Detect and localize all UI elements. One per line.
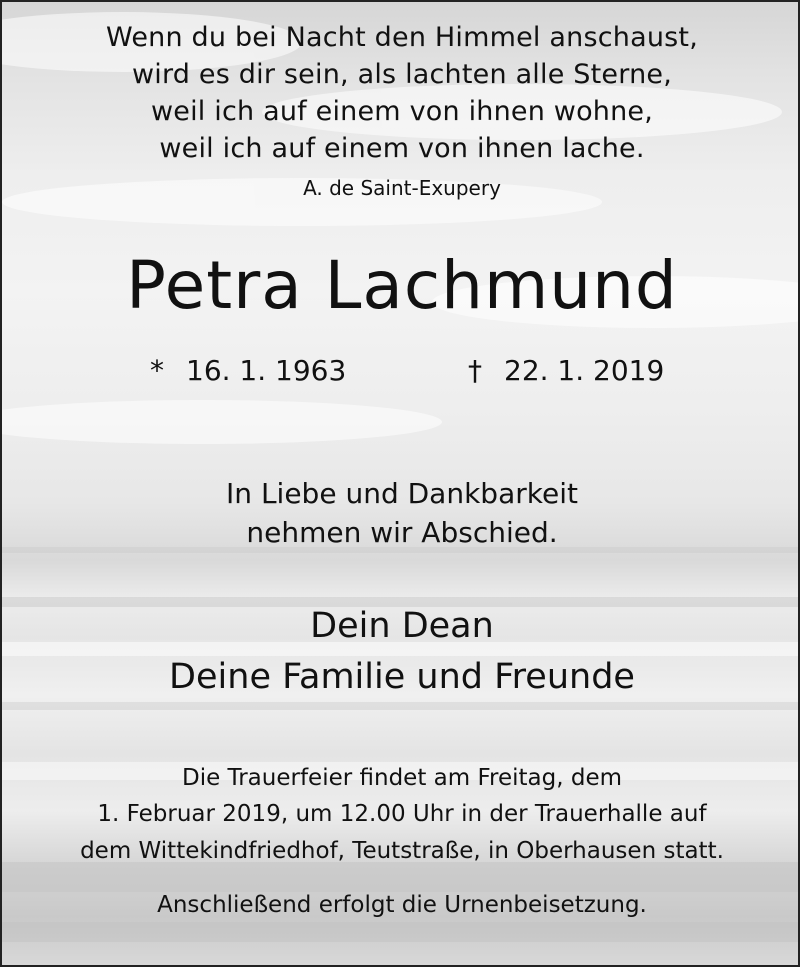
poem-line-2: wird es dir sein, als lachten alle Sterne, <box>132 59 672 90</box>
farewell-line-1: In Liebe und Dankbarkeit <box>226 477 578 510</box>
poem-line-4: weil ich auf einem von ihnen lache. <box>159 133 645 164</box>
service-line-3: dem Wittekindfriedhof, Teutstraße, in Oberhausen statt. <box>80 838 724 864</box>
service-line-1: Die Trauerfeier findet am Freitag, dem <box>181 765 622 791</box>
death-date <box>468 353 664 389</box>
farewell-line-2: nehmen wir Abschied. <box>246 516 558 549</box>
service-line-2: 1. Februar 2019, um 12.00 Uhr in der Trauerhalle auf <box>97 801 707 827</box>
poem-line-3: weil ich auf einem von ihnen wohne, <box>150 96 654 127</box>
mourner-line-1: Dein Dean <box>310 606 494 646</box>
poem-line-1: Wenn du bei Nacht den Himmel anschaust, <box>106 22 698 53</box>
birth-symbol: * <box>150 354 164 387</box>
deceased-name: Petra Lachmund <box>126 247 678 324</box>
death-date-value: 22. 1. 2019 <box>504 354 665 387</box>
urn-burial-note: Anschließend erfolgt die Urnenbeisetzung. <box>157 892 647 918</box>
birth-date <box>150 353 346 389</box>
birth-date-value: 16. 1. 1963 <box>186 354 347 387</box>
poem-author: A. de Saint-Exupery <box>303 176 501 200</box>
cross-icon: † <box>468 354 482 387</box>
mourner-line-2: Deine Familie und Freunde <box>169 657 635 697</box>
